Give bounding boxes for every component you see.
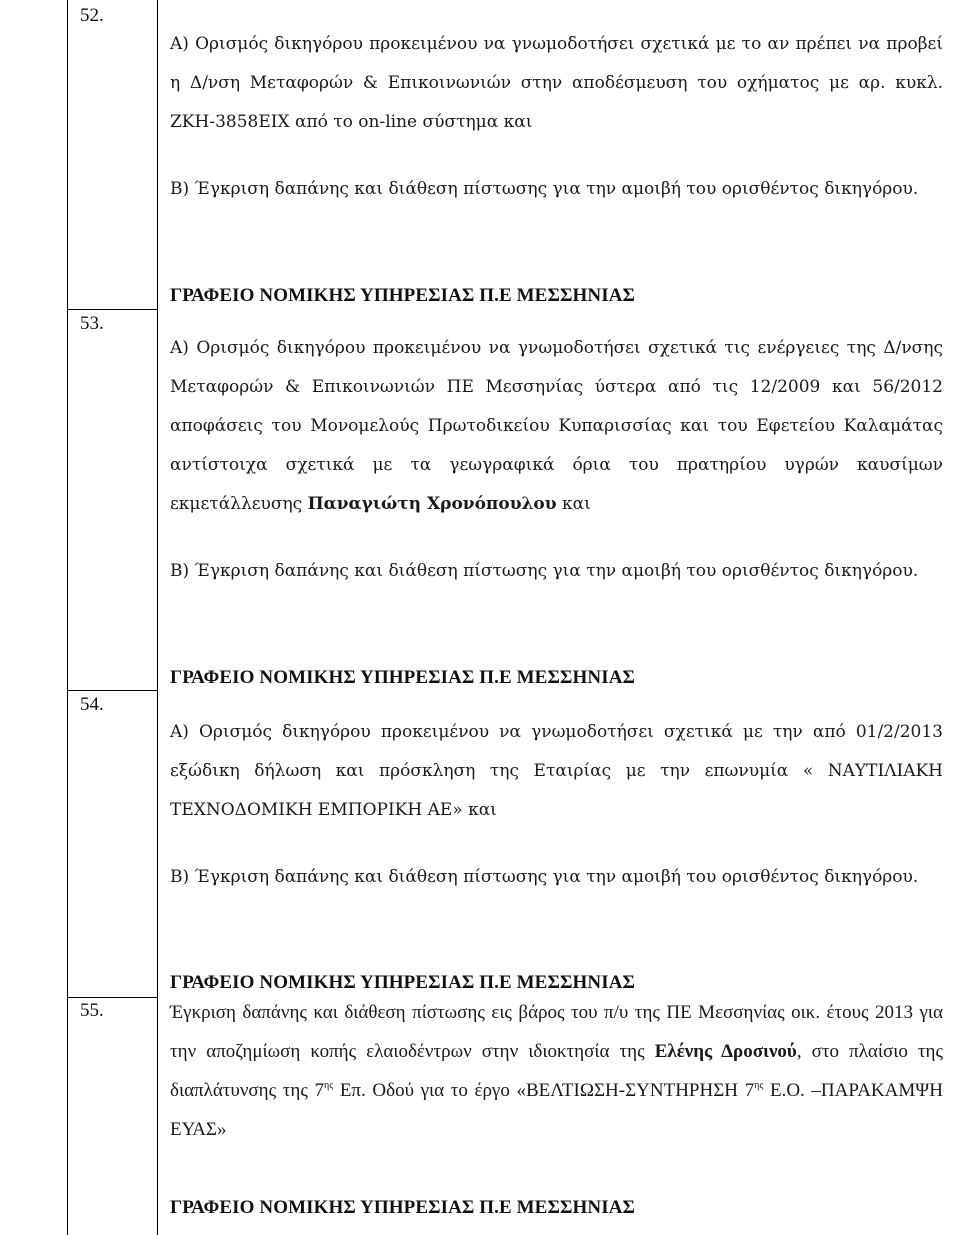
part-a-bold-name: Παναγιώτη Χρονόπουλου — [307, 494, 557, 514]
office-heading: ΓΡΑΦΕΙΟ ΝΟΜΙΚΗΣ ΥΠΗΡΕΣΙΑΣ Π.Ε ΜΕΣΣΗΝΙΑΣ — [170, 972, 636, 993]
office-heading: ΓΡΑΦΕΙΟ ΝΟΜΙΚΗΣ ΥΠΗΡΕΣΙΑΣ Π.Ε ΜΕΣΣΗΝΙΑΣ — [170, 667, 636, 688]
item-number: 55. — [80, 1000, 104, 1021]
row-divider — [67, 997, 158, 998]
item-text — [170, 25, 943, 209]
part-a-text: Α) Ορισμός δικηγόρου προκειμένου να γνωμοδοτήσει σχετικά τις ενέργειες της Δ/νσης Μεταφορών & Επικοινωνιών ΠΕ Μεσσηνίας ύστερα από τις 12/2009 και 56/2012 αποφάσεις του Μονομελούς Πρωτοδικείου Κυπαρισσίας και του Εφετείου Καλαμάτας αντίστοιχα σχετικά με τα γεωγραφικά όρια του πρατηρίου υγρών καυσίμων εκμετάλλευσης — [170, 338, 943, 514]
text-part-4: Ε.Ο. –ΠΑΡΑΚΑΜΨΗ ΕΥΑΣ» — [170, 1080, 943, 1140]
bold-name: Ελένης Δροσινού — [654, 1041, 797, 1062]
text-part-3: Επ. Οδού για το έργο «ΒΕΛΤΙΩΣΗ-ΣΥΝΤΗΡΗΣΗ 7 — [333, 1080, 755, 1101]
item-text — [170, 993, 943, 1149]
item-number: 53. — [80, 313, 104, 334]
item-number: 54. — [80, 694, 104, 715]
part-a-end: και — [561, 494, 591, 514]
text-part-2: , στο πλαίσιο της διαπλάτυνσης της 7 — [170, 1041, 944, 1101]
item-55-text — [170, 993, 943, 1149]
item-text — [170, 329, 943, 591]
part-a — [170, 329, 943, 524]
row-divider — [67, 690, 158, 691]
text-part-1: Έγκριση δαπάνης και διάθεση πίστωσης εις βάρος του π/υ της ΠΕ Μεσσηνίας οικ. έτους 2013 για την αποζημίωση κοπής ελαιοδέντρων στην ιδιοκτησία της — [170, 1002, 943, 1062]
item-number: 52. — [80, 5, 104, 26]
part-b: Β) Έγκριση δαπάνης και διάθεση πίστωσης για την αμοιβή του ορισθέντος δικηγόρου. — [170, 561, 919, 581]
office-heading: ΓΡΑΦΕΙΟ ΝΟΜΙΚΗΣ ΥΠΗΡΕΣΙΑΣ Π.Ε ΜΕΣΣΗΝΙΑΣ — [170, 285, 636, 306]
part-a: Α) Ορισμός δικηγόρου προκειμένου να γνωμοδοτήσει σχετικά με το αν πρέπει να προβεί η Δ/νση Μεταφορών & Επικοινωνιών στην αποδέσμευση του οχήματος με αρ. κυκλ. ΖΚΗ-3858ΕΙΧ από το on-line σύστημα και — [170, 34, 943, 132]
row-divider — [67, 309, 158, 310]
item-text — [170, 713, 943, 897]
part-b: Β) Έγκριση δαπάνης και διάθεση πίστωσης για την αμοιβή του ορισθέντος δικηγόρου. — [170, 179, 919, 199]
ordinal-suffix: ης — [754, 1080, 764, 1091]
office-heading: ΓΡΑΦΕΙΟ ΝΟΜΙΚΗΣ ΥΠΗΡΕΣΙΑΣ Π.Ε ΜΕΣΣΗΝΙΑΣ — [170, 1197, 636, 1218]
table-column-divider — [157, 0, 158, 1235]
part-a: Α) Ορισμός δικηγόρου προκειμένου να γνωμοδοτήσει σχετικά με την από 01/2/2013 εξώδικη δήλωση και πρόσκληση της Εταιρίας με την επωνυμία « ΝΑΥΤΙΛΙΑΚΗ ΤΕΧΝΟΔΟΜΙΚΗ ΕΜΠΟΡΙΚΗ ΑΕ» και — [170, 722, 943, 820]
part-b: Β) Έγκριση δαπάνης και διάθεση πίστωσης για την αμοιβή του ορισθέντος δικηγόρου. — [170, 867, 919, 887]
ordinal-suffix: ης — [323, 1080, 334, 1091]
table-left-border — [67, 0, 68, 1235]
